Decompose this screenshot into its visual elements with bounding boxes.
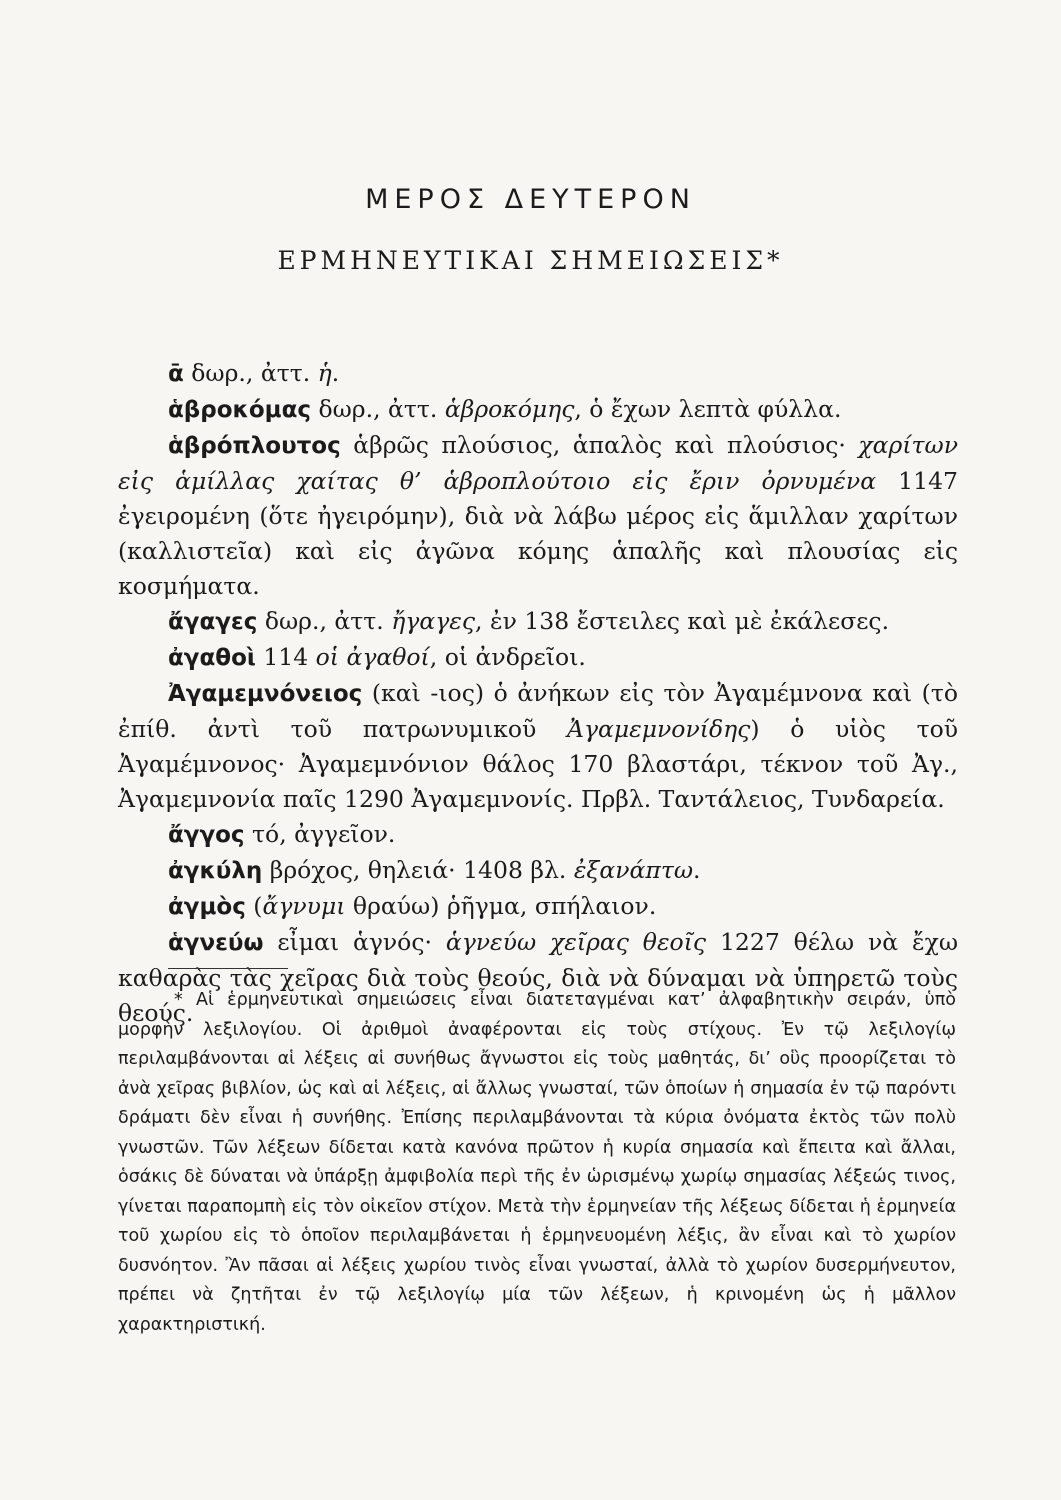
entry-text: (καὶ -ιος) ὁ ἀνήκων εἰς τὸν Ἀγαμέμνονα καὶ (τὸ ἐπίθ. ἀντὶ τοῦ πατρωνυμικοῦ xyxy=(118,679,958,743)
glossary-entry xyxy=(118,676,958,817)
entry-rest: . xyxy=(331,359,340,387)
entry-lemma: Ἀγαμεμνόνειος xyxy=(168,681,363,707)
glossary-entry xyxy=(118,640,958,676)
entry-lemma: ἀγαθοὶ xyxy=(168,645,256,671)
entry-rest: . xyxy=(693,856,701,884)
entry-rest: ) ὁ υἱὸς τοῦ Ἀγαμέμνονος· Ἀγαμεμνόνιον θάλος 170 βλαστάρι, τέκνον τοῦ Ἀγ., Ἀγαμεμνονία παῖς 1290 Ἀγαμεμνονίς. Πρβλ. Ταντάλειος, Τυνδαρεία. xyxy=(118,715,958,813)
footnote-divider xyxy=(168,968,288,969)
entry-italic: ἁβροκόμης xyxy=(444,395,575,423)
entry-lemma: ἁβρόπλουτος xyxy=(168,433,341,459)
entry-italic: ἡ xyxy=(317,359,332,387)
glossary-entry xyxy=(118,853,958,889)
entry-lemma: ἁγνεύω xyxy=(168,930,264,956)
entry-text: 114 xyxy=(255,643,316,671)
entry-rest: 1147 ἐγειρομένη (ὅτε ἠγειρόμην), διὰ νὰ λάβω μέρος εἰς ἅμιλλαν χαρίτων (καλλιστεῖα) καὶ εἰς ἀγῶνα κόμης ἁπαλῆς καὶ πλουσίας εἰς κοσμήματα. xyxy=(118,467,958,600)
entry-text: δωρ., ἀττ. xyxy=(183,359,318,387)
glossary-entry xyxy=(118,604,958,640)
entry-rest: , οἱ ἀνδρεῖοι. xyxy=(429,643,586,671)
entry-text: δωρ., ἀττ. xyxy=(311,395,445,423)
entry-italic: ἤγαγες xyxy=(391,607,476,635)
entry-italic: χαρίτων εἰς ἁμίλλας χαίτας θ’ ἁβροπλούτοιο εἰς ἔριν ὀρνυμένα xyxy=(118,431,958,495)
glossary-entry xyxy=(118,392,958,428)
entry-text: δωρ., ἀττ. xyxy=(257,607,392,635)
entry-lemma: ἀγμὸς xyxy=(168,894,246,920)
entry-lemma: ἁβροκόμας xyxy=(168,397,312,423)
entry-lemma: ᾱ xyxy=(168,361,184,387)
entry-italic: ἐξανάπτω xyxy=(573,856,693,884)
part-title: ΜΕΡΟΣ ΔΕΥΤΕΡΟΝ xyxy=(365,184,696,215)
entry-rest: , ἐν 138 ἔστειλες καὶ μὲ ἐκάλεσες. xyxy=(475,607,890,635)
entry-rest: θραύω) ῥῆγμα, σπήλαιον. xyxy=(345,892,657,920)
entry-lemma: ἄγγος xyxy=(168,822,245,848)
glossary-entry xyxy=(118,356,958,392)
section-title: ΕΡΜΗΝΕΥΤΙΚΑΙ ΣΗΜΕΙΩΣΕΙΣ* xyxy=(277,246,784,275)
entry-lemma: ἄγαγες xyxy=(168,609,258,635)
entry-italic: οἱ ἀγαθοί xyxy=(315,643,430,671)
entry-rest: 1227 θέλω νὰ ἔχω καθαρὰς τὰς χεῖρας διὰ τοὺς θεούς, διὰ νὰ δύναμαι νὰ ὑπηρετῶ τοὺς θεούς. xyxy=(118,928,958,1027)
entry-text: ( xyxy=(245,892,263,920)
entry-italic: Ἀγαμεμνονίδης xyxy=(566,715,751,743)
entry-text: εἶμαι ἁγνός· xyxy=(263,928,446,956)
entry-text: τό, ἀγγεῖον. xyxy=(244,820,396,848)
footnote: * Αἱ ἑρμηνευτικαὶ σημειώσεις εἶναι διατεταγμέναι κατ’ ἀλφαβητικὴν σειράν, ὑπὸ μορφὴν λεξιλογίου. Οἱ ἀριθμοὶ ἀναφέρονται εἰς τοὺς στίχους. Ἐν τῷ λεξιλογίῳ περιλαμβάνονται αἱ λέξεις αἱ συνήθως ἄγνωστοι εἰς τοὺς μαθητάς, δι’ οὓς προορίζεται τὸ ἀνὰ χεῖρας βιβλίον, ὡς καὶ αἱ λέξεις, αἱ ἄλλως γνωσταί, τῶν ὁποίων ἡ σημασία ἐν τῷ παρόντι δράματι δὲν εἶναι ἡ συνήθης. Ἐπίσης περιλαμβάνονται τὰ κύρια ὀνόματα ἐκτὸς τῶν πολὺ γνωστῶν. Τῶν λέξεων δίδεται κατὰ κανόνα πρῶτον ἡ κυρία σημασία καὶ ἔπειτα καὶ ἄλλαι, ὁσάκις δὲ δύναται νὰ ὑπάρξῃ ἀμφιβολία περὶ τῆς ἐν ὡρισμένῳ χωρίῳ σημασίας λέξεώς τινος, γίνεται παραπομπὴ εἰς τὸν οἰκεῖον στίχον. Μετὰ τὴν ἑρμηνείαν τῆς λέξεως δίδεται ἡ ἑρμηνεία τοῦ χωρίου εἰς τὸ ὁποῖον περιλαμβάνεται ἡ ἑρμηνευομένη λέξις, ἂν εἶναι καὶ τὸ χωρίον δυσνόητον. Ἂν πᾶσαι αἱ λέξεις χωρίου τινὸς εἶναι γνωσταί, ἀλλὰ τὸ χωρίον δυσερμήνευτον, πρέπει νὰ ζητῆται ἐν τῷ λεξιλογίῳ μία τῶν λέξεων, ἡ κρινομένη ὡς ἡ μᾶλλον χαρακτηριστική. xyxy=(118,990,956,1335)
entry-italic: ἁγνεύω χεῖρας θεοῖς xyxy=(445,928,707,956)
entry-lemma: ἀγκύλη xyxy=(168,858,263,884)
entry-text: ἁβρῶς πλούσιος, ἁπαλὸς καὶ πλούσιος· xyxy=(340,431,859,459)
entry-text: βρόχος, θηλειά· 1408 βλ. xyxy=(262,856,574,884)
glossary-entries xyxy=(118,356,958,1031)
entry-italic: ἄγνυμι xyxy=(262,892,346,920)
glossary-entry xyxy=(118,428,958,604)
entry-rest: , ὁ ἔχων λεπτὰ φύλλα. xyxy=(574,395,842,423)
glossary-entry xyxy=(118,817,958,853)
glossary-entry xyxy=(118,889,958,925)
